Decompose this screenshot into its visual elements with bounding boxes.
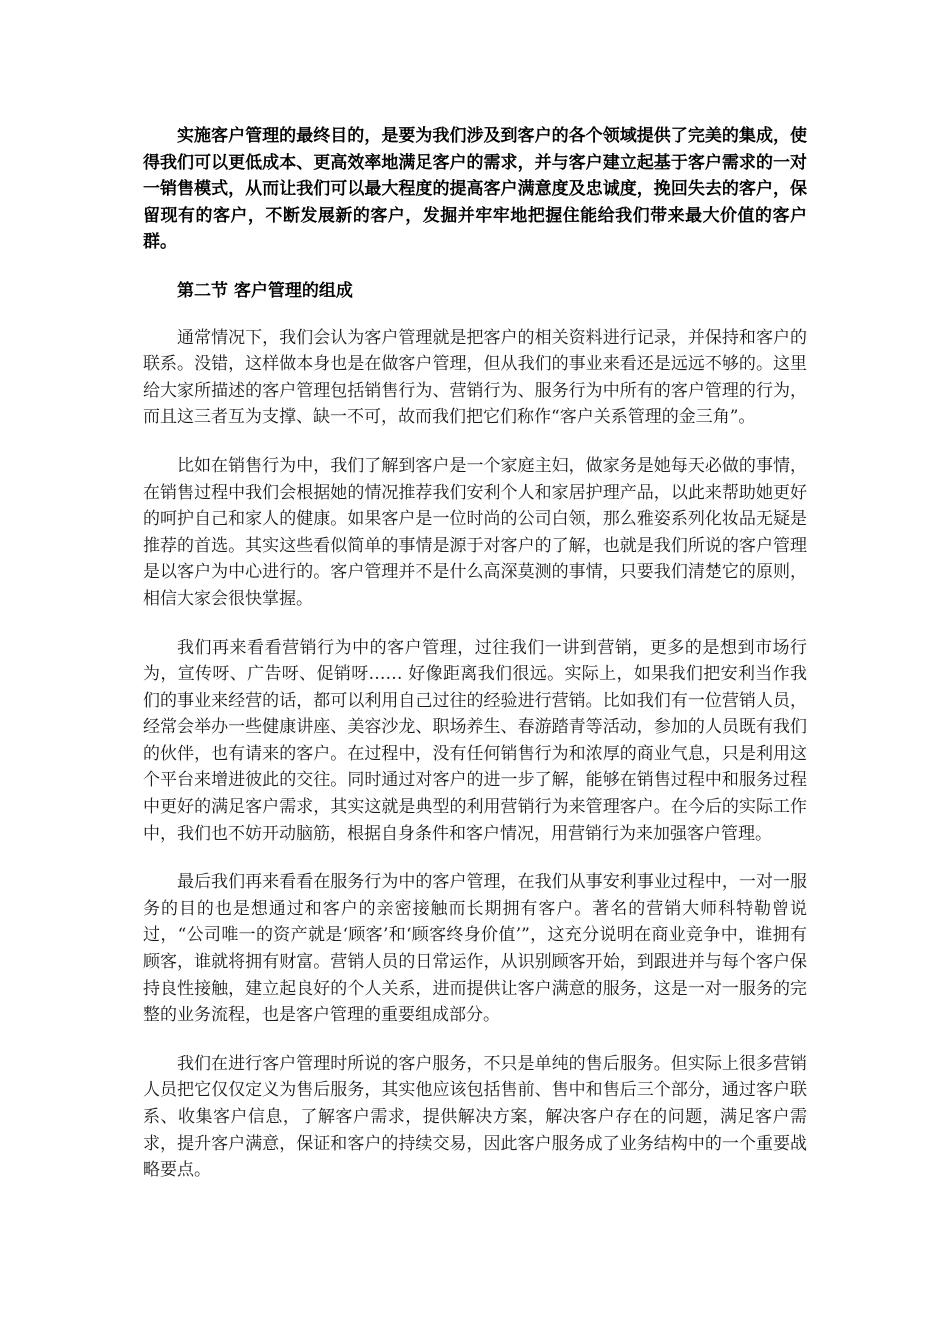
document-body [143,123,807,1206]
body-paragraph: 我们在进行客户管理时所说的客户服务，不只是单纯的售后服务。但实际上很多营销人员把它仅仅定义为售后服务，其实他应该包括售前、售中和售后三个部分，通过客户联系、收集客户信息，了解客户需求，提供解决方案，解决客户存在的问题，满足客户需求，提升客户满意，保证和客户的持续交易，因此客户服务成了业务结构中的一个重要战略要点。 [143,1053,807,1181]
body-paragraph: 比如在销售行为中，我们了解到客户是一个家庭主妇，做家务是她每天必做的事情，在销售过程中我们会根据她的情况推荐我们安利个人和家居护理产品，以此来帮助她更好的呵护自己和家人的健康。如果客户是一位时尚的公司白领，那么雅姿系列化妆品无疑是推荐的首选。其实这些看似简单的事情是源于对客户的了解，也就是我们所说的客户管理是以客户为中心进行的。客户管理并不是什么高深莫测的事情，只要我们清楚它的原则，相信大家会很快掌握。 [143,455,807,609]
body-paragraph: 通常情况下，我们会认为客户管理就是把客户的相关资料进行记录，并保持和客户的联系。没错，这样做本身也是在做客户管理，但从我们的事业来看还是远远不够的。这里给大家所描述的客户管理包括销售行为、营销行为、服务行为中所有的客户管理的行为，而且这三者互为支撑、缺一不可，故而我们把它们称作“客户关系管理的金三角”。 [143,327,807,428]
section-heading: 第二节 客户管理的组成 [177,280,353,301]
intro-paragraph: 实施客户管理的最终目的，是要为我们涉及到客户的各个领域提供了完美的集成，使得我们可以更低成本、更高效率地满足客户的需求，并与客户建立起基于客户需求的一对一销售模式，从而让我们可以最大程度的提高客户满意度及忠诚度，挽回失去的客户，保留现有的客户，不断发展新的客户，发掘并牢牢地把握住能给我们带来最大价值的客户群。 [143,126,807,253]
body-paragraph: 最后我们再来看看在服务行为中的客户管理，在我们从事安利事业过程中，一对一服务的目的也是想通过和客户的亲密接触而长期拥有客户。著名的营销大师科特勒曾说过，“公司唯一的资产就是‘顾客’和‘顾客终身价值’”，这充分说明在商业竞争中，谁拥有顾客，谁就将拥有财富。营销人员的日常运作，从识别顾客开始，到跟进并与每个客户保持良性接触，建立起良好的个人关系，进而提供让客户满意的服务，这是一对一服务的完整的业务流程，也是客户管理的重要组成部分。 [143,872,807,1026]
body-paragraph: 我们再来看看营销行为中的客户管理，过往我们一讲到营销，更多的是想到市场行为，宣传呀、广告呀、促销呀…… 好像距离我们很远。实际上，如果我们把安利当作我们的事业来经营的话，都可以利用自己过往的经验进行营销。比如我们有一位营销人员，经常会举办一些健康讲座、美容沙龙、职场养生、春游踏青等活动，参加的人员既有我们的伙伴，也有请来的客户。在过程中，没有任何销售行为和浓厚的商业气息，只是利用这个平台来增进彼此的交往。同时通过对客户的进一步了解，能够在销售过程中和服务过程中更好的满足客户需求，其实这就是典型的利用营销行为来管理客户。在今后的实际工作中，我们也不妨开动脑筋，根据自身条件和客户情况，用营销行为来加强客户管理。 [143,637,807,844]
